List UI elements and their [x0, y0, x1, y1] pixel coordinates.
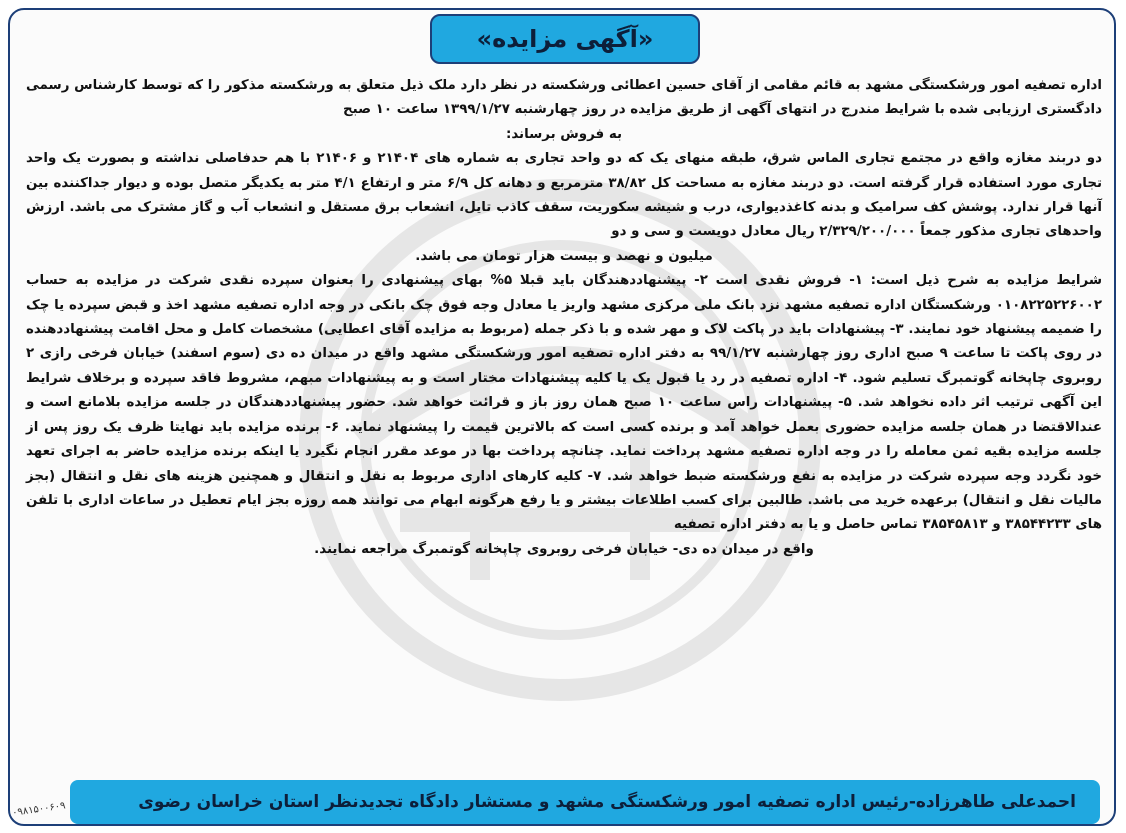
title-banner [430, 14, 700, 64]
property-paragraph-end: میلیون و نهصد و بیست هزار تومان می باشد. [415, 248, 713, 264]
ad-code: ۰۹۸۱۵۰۰۶۰۹ [11, 800, 67, 819]
page-title: «آگهی مزایده» [476, 25, 654, 53]
notice-body [26, 74, 1102, 562]
conditions-paragraph-end: واقع در میدان ده دی- خیابان فرخی روبروی چاپخانه گوتمبرگ مراجعه نمایند. [314, 541, 814, 557]
conditions-paragraph: شرایط مزایده به شرح ذیل است: ۱- فروش نقدی است ۲- پیشنهاددهندگان باید قبلا ۵% بهای پیشنهادی را بعنوان سپرده نقدی شرکت در مزایده به حساب ۰۱۰۸۲۲۵۲۲۶۰۰۲ ورشکستگان اداره تصفیه مشهد نزد بانک ملی مرکزی مشهد واریز یا معادل وجه فوق چک بانکی در وجه اداره تصفیه مشهد اخذ و قبض سپرده یا چک را ضمیمه پیشنهاد خود نمایند. ۳- پیشنهادات باید در پاکت لاک و مهر شده و با ذکر جمله (مربوط به مزایده آقای اعطایی) مشخصات کامل و محل اقامت پیشنهاددهنده در روی پاکت تا ساعت ۹ صبح اداری روز چهارشنبه ۹۹/۱/۲۷ به دفتر اداره تصفیه امور ورشکستگی مشهد واقع در میدان ده دی (سوم اسفند) خیابان فرخی رازی ۲ روبروی چاپخانه گوتمبرگ تسلیم شود. ۴- اداره تصفیه در رد یا قبول یک یا کلیه پیشنهادات مختار است و به پیشنهادات مبهم، مشروط فاقد سپرده و برخلاف شرایط این آگهی ترتیب اثر داده نخواهد شد. ۵- پیشنهادات راس ساعت ۱۰ صبح همان روز باز و قرائت خواهد شد. حضور پیشنهاددهندگان در جلسه مزایده بلامانع است و عندالاقتضا در همان جلسه مزایده حضوری بعمل خواهد آمد و برنده کسی است که بالاترین قیمت را پیشنهاد نماید. ۶- برنده مزایده باید نهایتا ظرف یک روز پس از جلسه مزایده بقیه ثمن معامله را در وجه اداره تصفیه مشهد پرداخت نماید. چنانچه پرداخت بها در موعد مقرر انجام نگیرد یا اینکه برنده مزایده حاضر به اجرای تعهد خود نگردد وجه سپرده شرکت در مزایده به نفع ورشکسته ضبط خواهد شد. ۷- کلیه کارهای اداری مربوط به نقل و انتقال و همچنین هزینه های نقل و انتقال (بجز مالیات نقل و انتقال) برعهده خرید می باشد. طالبین برای کسب اطلاعات بیشتر و یا رفع هرگونه ابهام می توانند همه روزه بجز ایام تعطیل در ساعات اداری با تلفن های ۳۸۵۴۴۲۳۳ و ۳۸۵۴۵۸۱۳ تماس حاصل و یا به دفتر اداره تصفیه [26, 273, 1103, 533]
property-paragraph: دو دربند مغازه واقع در مجتمع تجاری الماس شرق، طبقه منهای یک که دو واحد تجاری به شماره های ۲۱۴۰۴ و ۲۱۴۰۶ با هم حدفاصلی نداشته و بصورت یک واحد تجاری مورد استفاده قرار گرفته است. دو دربند مغازه به مساحت کل ۳۸/۸۲ مترمربع و دهانه کل ۶/۹ متر و ارتفاع ۴/۱ متر به یکدیگر متصل بوده و دیوار جداکننده بین آنها قرار ندارد. پوشش کف سرامیک و بدنه کاغذدیواری، درب و شیشه سکوریت، سقف کاذب تایل، انشعاب برق مستقل و انشعاب آب و گاز مشترک می باشد. ارزش واحدهای تجاری مذکور جمعاً ۲/۳۲۹/۲۰۰/۰۰۰ ریال معادل دویست و سی و دو [26, 151, 1102, 240]
intro-paragraph-end: به فروش برساند: [505, 126, 623, 142]
signature-text: احمدعلی طاهرزاده-رئیس اداره تصفیه امور ورشکستگی مشهد و مستشار دادگاه تجدیدنظر استان خراسان رضوی [138, 792, 1076, 812]
notice-frame [8, 8, 1116, 826]
signature-banner [70, 780, 1100, 824]
intro-paragraph: اداره تصفیه امور ورشکستگی مشهد به قائم مقامی از آقای حسین اعطائی ورشکسته در نظر دارد ملک ذیل متعلق به ورشکسته مذکور را که توسط کارشناس رسمی دادگستری ارزیابی شده با شرایط مندرج در انتهای آگهی از طریق مزایده در روز چهارشنبه ۱۳۹۹/۱/۲۷ ساعت ۱۰ صبح [26, 78, 1102, 118]
